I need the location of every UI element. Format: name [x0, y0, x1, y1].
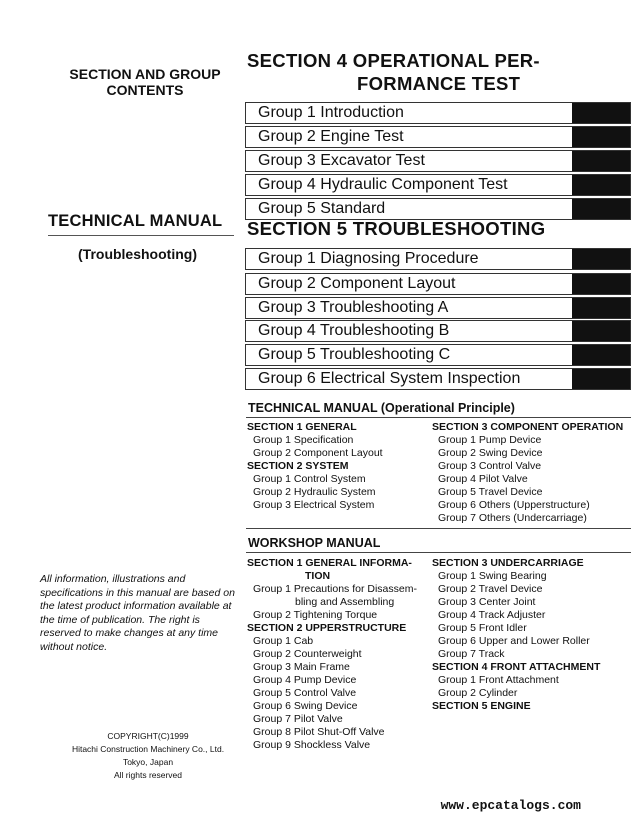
group-entry: Group 5 Control Valve — [253, 687, 357, 699]
section5-group-1[interactable] — [245, 248, 631, 270]
disclaimer-notice: All information, illustrations and specifications in this manual are based on the latest product information available at the time of publication. The right is reserved to make changes at any time without notice. — [40, 573, 235, 653]
group-label: Group 4 Hydraulic Component Test — [258, 176, 508, 193]
group-entry: Group 5 Front Idler — [438, 622, 527, 634]
group-entry: Group 3 Main Frame — [253, 661, 350, 673]
index-tab — [572, 127, 630, 147]
section5-group-2[interactable] — [245, 273, 631, 295]
group-label: Group 2 Component Layout — [258, 275, 456, 292]
section-heading: SECTION 3 COMPONENT OPERATION — [432, 421, 624, 433]
section4-group-4[interactable] — [245, 174, 631, 196]
group-entry: Group 2 Cylinder — [438, 687, 518, 699]
contents-heading-line2: CONTENTS — [106, 82, 184, 98]
group-entry: Group 1 Precautions for Disassem- — [253, 583, 417, 595]
index-tab — [572, 151, 630, 171]
group-entry: Group 2 Component Layout — [253, 447, 383, 459]
contents-heading-line1: SECTION AND GROUP — [69, 66, 221, 82]
op-manual-bottom-rule — [246, 528, 631, 529]
group-entry: Group 9 Shockless Valve — [253, 739, 371, 751]
section-heading: TION — [305, 570, 331, 582]
section5-group-4[interactable] — [245, 320, 631, 342]
group-entry: Group 1 Specification — [253, 434, 354, 446]
group-label: Group 4 Troubleshooting B — [258, 322, 450, 339]
section4-group-2[interactable] — [245, 126, 631, 148]
section5-group-5[interactable] — [245, 344, 631, 366]
op-manual-column-2 — [432, 421, 623, 525]
section5-group-3[interactable] — [245, 297, 631, 319]
copyright-line: Tokyo, Japan — [122, 757, 174, 767]
group-label: Group 6 Electrical System Inspection — [258, 370, 521, 387]
copyright-line: All rights reserved — [113, 770, 183, 780]
group-entry: Group 2 Travel Device — [438, 583, 543, 595]
group-entry: Group 2 Counterweight — [253, 648, 362, 660]
group-entry: Group 7 Others (Undercarriage) — [438, 512, 587, 524]
op-manual-title: TECHNICAL MANUAL (Operational Principle) — [248, 401, 515, 415]
group-label: Group 3 Troubleshooting A — [258, 299, 449, 316]
section-heading: SECTION 2 UPPERSTRUCTURE — [247, 622, 407, 634]
manual-title-divider — [48, 235, 234, 236]
group-entry: Group 1 Control System — [253, 473, 366, 485]
index-tab — [572, 103, 630, 123]
group-label: Group 1 Introduction — [258, 104, 404, 121]
group-entry: Group 8 Pilot Shut-Off Valve — [253, 726, 385, 738]
index-tab — [572, 298, 630, 318]
section5-title: SECTION 5 TROUBLESHOOTING — [247, 218, 546, 239]
section-heading: SECTION 4 FRONT ATTACHMENT — [432, 661, 601, 673]
copyright-line: Hitachi Construction Machinery Co., Ltd. — [71, 744, 225, 754]
workshop-column-2 — [432, 557, 600, 713]
group-label: Group 2 Engine Test — [258, 128, 404, 145]
section4-title-line1: SECTION 4 OPERATIONAL PER- — [247, 50, 540, 71]
group-entry: Group 4 Pump Device — [253, 674, 357, 686]
group-entry: Group 6 Others (Upperstructure) — [438, 499, 590, 511]
group-entry: Group 2 Tightening Torque — [253, 609, 378, 621]
section-heading: SECTION 1 GENERAL INFORMA- — [247, 557, 412, 569]
manual-title: TECHNICAL MANUAL — [48, 212, 223, 230]
index-tab — [572, 345, 630, 365]
section-heading: SECTION 3 UNDERCARRIAGE — [432, 557, 584, 569]
group-entry: Group 1 Pump Device — [438, 434, 542, 446]
section4-title-line2: FORMANCE TEST — [357, 73, 521, 94]
workshop-manual-title: WORKSHOP MANUAL — [248, 536, 381, 550]
group-label: Group 1 Diagnosing Procedure — [258, 250, 479, 267]
group-entry: Group 6 Swing Device — [253, 700, 358, 712]
index-tab — [572, 175, 630, 195]
group-entry: Group 3 Control Valve — [438, 460, 542, 472]
workshop-manual-divider — [246, 552, 631, 553]
group-label: Group 5 Troubleshooting C — [258, 346, 451, 363]
group-label: Group 3 Excavator Test — [258, 152, 425, 169]
op-manual-divider — [246, 417, 631, 418]
group-entry: Group 4 Pilot Valve — [438, 473, 528, 485]
index-tab — [572, 321, 630, 341]
section4-group-1[interactable] — [245, 102, 631, 124]
source-url: www.epcatalogs.com — [440, 798, 581, 813]
section-heading: SECTION 2 SYSTEM — [247, 460, 349, 472]
group-entry: Group 2 Swing Device — [438, 447, 543, 459]
index-tab — [572, 199, 630, 219]
manual-subtitle: (Troubleshooting) — [78, 246, 197, 262]
workshop-column-1 — [247, 557, 417, 752]
group-entry: Group 5 Travel Device — [438, 486, 543, 498]
index-tab — [572, 369, 630, 389]
group-entry: Group 4 Track Adjuster — [438, 609, 546, 621]
group-entry: Group 3 Electrical System — [253, 499, 375, 511]
group-entry: bling and Assembling — [295, 596, 395, 608]
copyright-block — [50, 730, 246, 782]
group-entry: Group 6 Upper and Lower Roller — [438, 635, 590, 647]
group-entry: Group 3 Center Joint — [438, 596, 536, 608]
group-entry: Group 1 Swing Bearing — [438, 570, 547, 582]
section4-group-5[interactable] — [245, 198, 631, 220]
index-tab — [572, 249, 630, 269]
section-heading: SECTION 5 ENGINE — [432, 700, 531, 712]
group-label: Group 5 Standard — [258, 200, 386, 217]
group-entry: Group 7 Pilot Valve — [253, 713, 343, 725]
section5-group-6[interactable] — [245, 368, 631, 390]
copyright-line: COPYRIGHT(C)1999 — [107, 731, 189, 741]
section-heading: SECTION 1 GENERAL — [247, 421, 357, 433]
group-entry: Group 1 Front Attachment — [438, 674, 559, 686]
op-manual-column-1 — [247, 421, 383, 512]
section4-group-3[interactable] — [245, 150, 631, 172]
index-tab — [572, 274, 630, 294]
contents-heading — [40, 66, 250, 98]
group-entry: Group 7 Track — [438, 648, 505, 660]
group-entry: Group 1 Cab — [253, 635, 314, 647]
group-entry: Group 2 Hydraulic System — [253, 486, 376, 498]
